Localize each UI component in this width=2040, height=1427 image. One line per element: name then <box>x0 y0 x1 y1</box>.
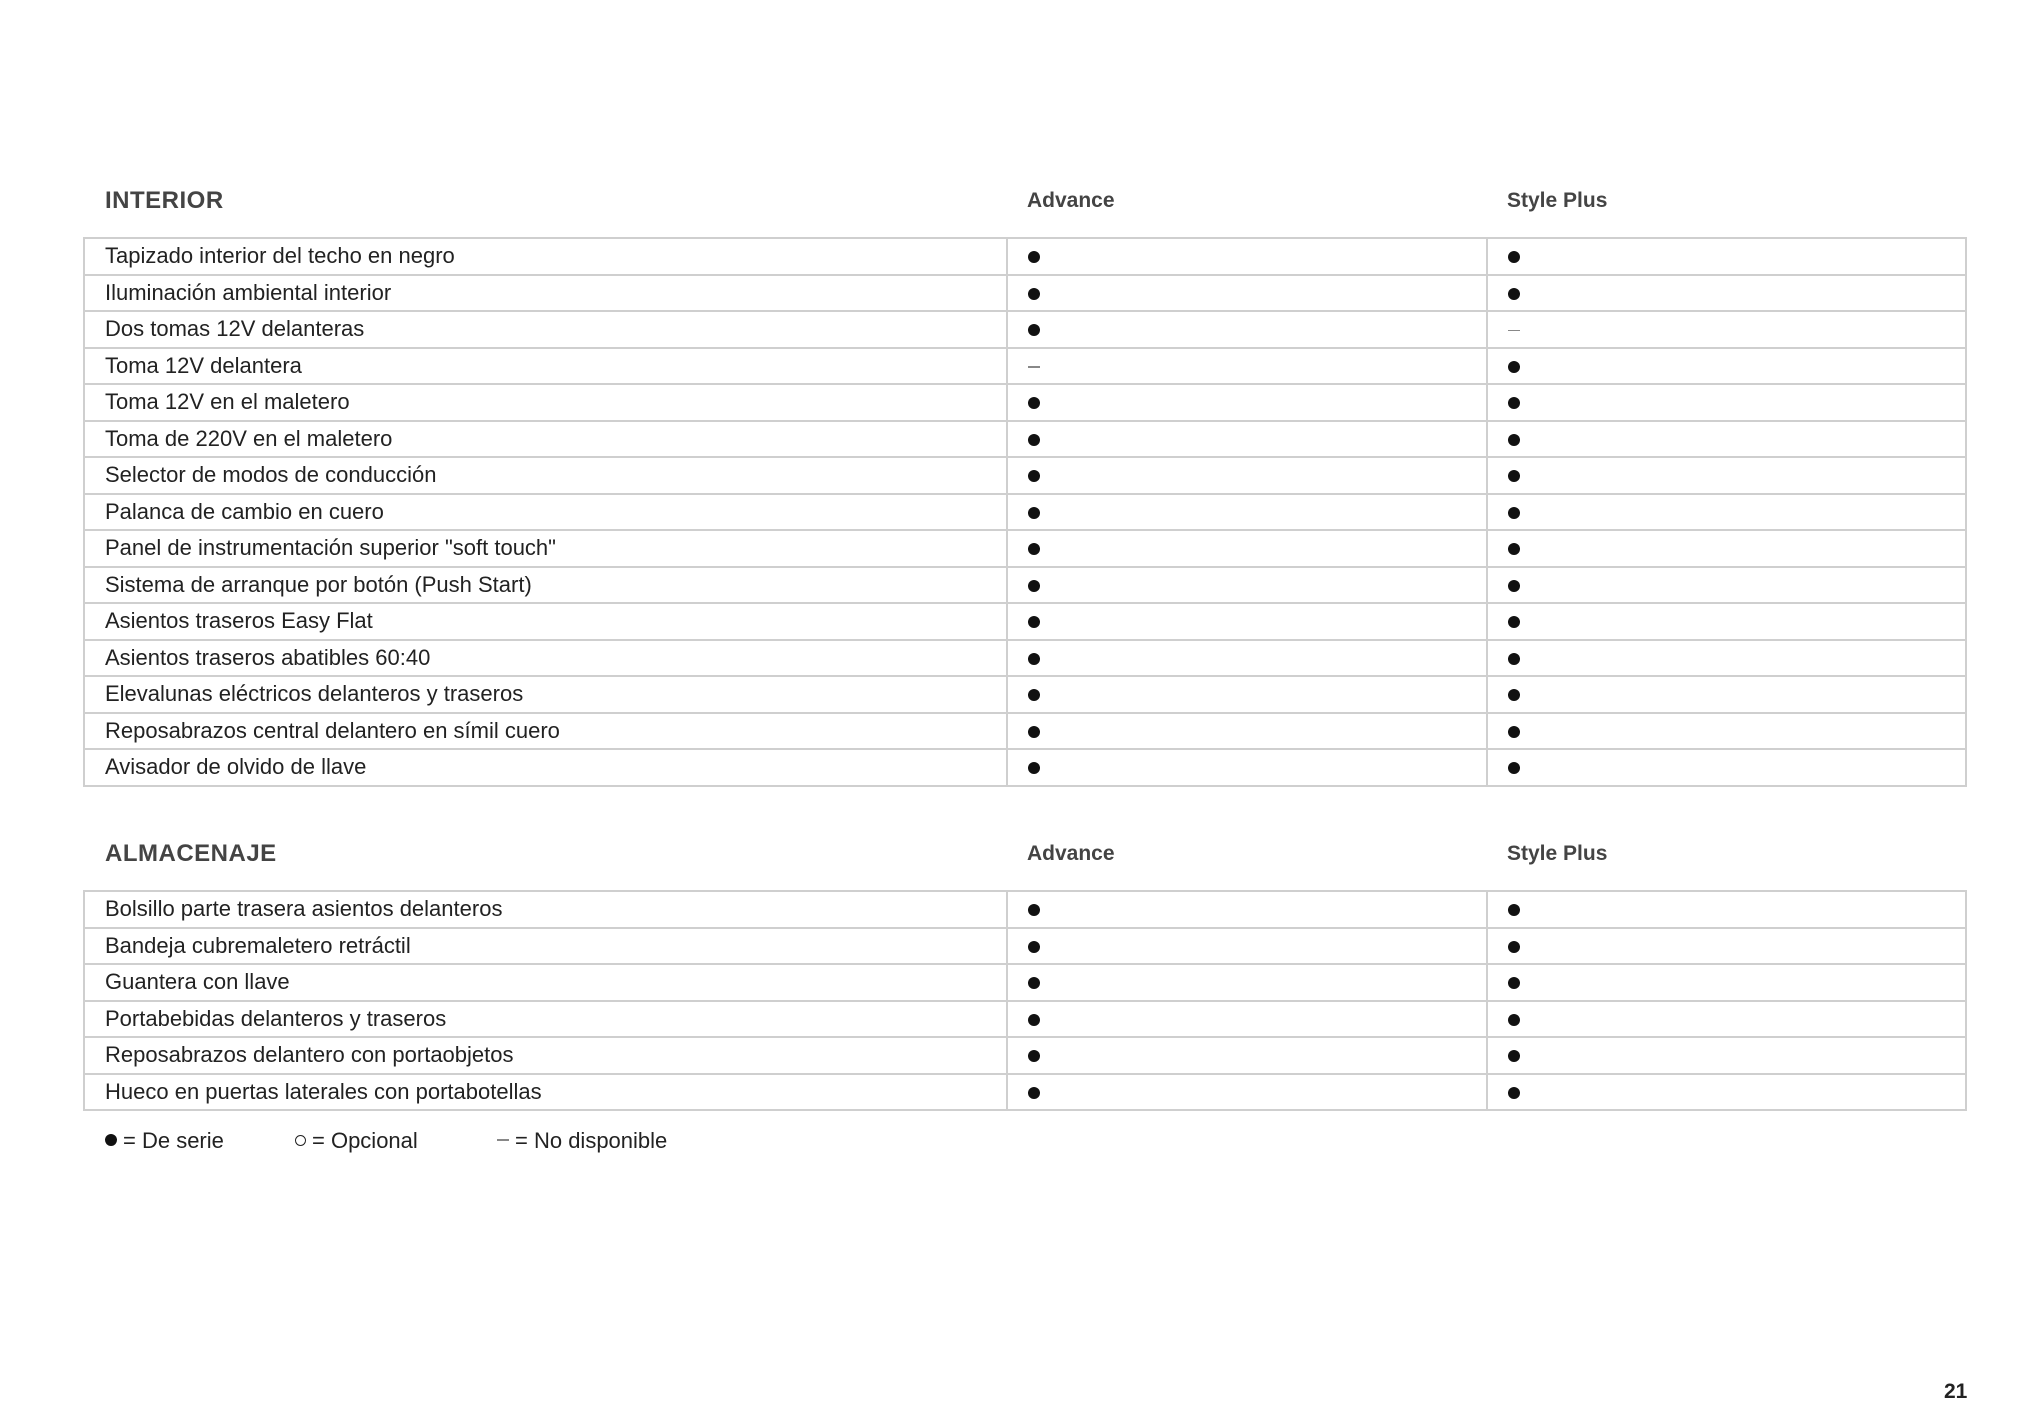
filled-dot-icon <box>1028 616 1040 628</box>
style-plus-availability <box>1487 311 1966 348</box>
table-row <box>84 713 1966 750</box>
table-row <box>84 311 1966 348</box>
feature-name: Asientos traseros abatibles 60:40 <box>84 640 1007 677</box>
style-plus-availability <box>1487 384 1966 421</box>
feature-name: Toma 12V en el maletero <box>84 384 1007 421</box>
feature-name: Toma 12V delantera <box>84 348 1007 385</box>
almacenaje-section <box>83 840 1967 1111</box>
advance-availability <box>1007 384 1486 421</box>
style-plus-availability <box>1487 891 1966 928</box>
table-body <box>84 891 1966 1110</box>
table-row <box>84 238 1966 275</box>
legend-optional <box>295 1128 418 1154</box>
legend-optional-label: = Opcional <box>312 1128 418 1153</box>
style-plus-availability <box>1487 640 1966 677</box>
advance-availability <box>1007 494 1486 531</box>
filled-dot-icon <box>1028 1014 1040 1026</box>
table-row <box>84 603 1966 640</box>
section-title: INTERIOR <box>105 187 224 214</box>
feature-name: Bolsillo parte trasera asientos delanteros <box>84 891 1007 928</box>
filled-dot-icon <box>1028 543 1040 555</box>
almacenaje-table <box>83 890 1967 1111</box>
legend-standard-label: = De serie <box>123 1128 224 1153</box>
filled-dot-icon <box>1508 1050 1520 1062</box>
style-plus-availability <box>1487 749 1966 786</box>
table-row <box>84 891 1966 928</box>
advance-availability <box>1007 530 1486 567</box>
filled-dot-icon <box>1508 543 1520 555</box>
filled-dot-icon <box>1508 507 1520 519</box>
dash-icon <box>497 1139 509 1141</box>
style-plus-availability <box>1487 1001 1966 1038</box>
column-header-advance: Advance <box>1027 189 1115 212</box>
table-row <box>84 1001 1966 1038</box>
table-row <box>84 348 1966 385</box>
style-plus-availability <box>1487 567 1966 604</box>
style-plus-availability <box>1487 348 1966 385</box>
advance-availability <box>1007 1001 1486 1038</box>
filled-dot-icon <box>105 1134 117 1146</box>
filled-dot-icon <box>1028 434 1040 446</box>
filled-dot-icon <box>1028 397 1040 409</box>
feature-name: Elevalunas eléctricos delanteros y traseros <box>84 676 1007 713</box>
filled-dot-icon <box>1508 726 1520 738</box>
table-row <box>84 494 1966 531</box>
style-plus-availability <box>1487 238 1966 275</box>
style-plus-availability <box>1487 676 1966 713</box>
table-row <box>84 384 1966 421</box>
filled-dot-icon <box>1508 361 1520 373</box>
table-row <box>84 275 1966 312</box>
filled-dot-icon <box>1508 580 1520 592</box>
advance-availability <box>1007 311 1486 348</box>
style-plus-availability <box>1487 494 1966 531</box>
advance-availability <box>1007 1074 1486 1111</box>
filled-dot-icon <box>1508 434 1520 446</box>
table-row <box>84 567 1966 604</box>
style-plus-availability <box>1487 530 1966 567</box>
legend-not-available <box>497 1128 667 1154</box>
advance-availability <box>1007 457 1486 494</box>
feature-name: Iluminación ambiental interior <box>84 275 1007 312</box>
filled-dot-icon <box>1028 762 1040 774</box>
feature-name: Sistema de arranque por botón (Push Start) <box>84 567 1007 604</box>
filled-dot-icon <box>1028 689 1040 701</box>
filled-dot-icon <box>1028 580 1040 592</box>
feature-name: Asientos traseros Easy Flat <box>84 603 1007 640</box>
style-plus-availability <box>1487 713 1966 750</box>
advance-availability <box>1007 713 1486 750</box>
advance-availability <box>1007 603 1486 640</box>
filled-dot-icon <box>1508 616 1520 628</box>
feature-name: Tapizado interior del techo en negro <box>84 238 1007 275</box>
style-plus-availability <box>1487 603 1966 640</box>
filled-dot-icon <box>1508 653 1520 665</box>
filled-dot-icon <box>1508 1014 1520 1026</box>
table-row <box>84 640 1966 677</box>
feature-name: Guantera con llave <box>84 964 1007 1001</box>
advance-availability <box>1007 749 1486 786</box>
filled-dot-icon <box>1028 726 1040 738</box>
filled-dot-icon <box>1028 1087 1040 1099</box>
advance-availability <box>1007 567 1486 604</box>
table-row <box>84 457 1966 494</box>
feature-name: Reposabrazos delantero con portaobjetos <box>84 1037 1007 1074</box>
filled-dot-icon <box>1028 653 1040 665</box>
advance-availability <box>1007 891 1486 928</box>
filled-dot-icon <box>1508 397 1520 409</box>
feature-name: Palanca de cambio en cuero <box>84 494 1007 531</box>
feature-name: Panel de instrumentación superior "soft touch" <box>84 530 1007 567</box>
filled-dot-icon <box>1508 288 1520 300</box>
hollow-circle-icon <box>295 1135 306 1146</box>
page-number: 21 <box>1944 1380 1968 1403</box>
filled-dot-icon <box>1508 977 1520 989</box>
filled-dot-icon <box>1508 251 1520 263</box>
section-title: ALMACENAJE <box>105 840 277 867</box>
table-row <box>84 964 1966 1001</box>
column-header-style-plus: Style Plus <box>1507 842 1608 865</box>
legend-not-available-label: = No disponible <box>515 1128 668 1153</box>
filled-dot-icon <box>1508 762 1520 774</box>
feature-name: Bandeja cubremaletero retráctil <box>84 928 1007 965</box>
advance-availability <box>1007 421 1486 458</box>
style-plus-availability <box>1487 275 1966 312</box>
filled-dot-icon <box>1028 470 1040 482</box>
style-plus-availability <box>1487 928 1966 965</box>
filled-dot-icon <box>1508 1087 1520 1099</box>
feature-name: Portabebidas delanteros y traseros <box>84 1001 1007 1038</box>
filled-dot-icon <box>1508 470 1520 482</box>
advance-availability <box>1007 964 1486 1001</box>
feature-name: Dos tomas 12V delanteras <box>84 311 1007 348</box>
style-plus-availability <box>1487 1074 1966 1111</box>
filled-dot-icon <box>1028 977 1040 989</box>
table-row <box>84 676 1966 713</box>
table-body <box>84 238 1966 786</box>
advance-availability <box>1007 676 1486 713</box>
style-plus-availability <box>1487 421 1966 458</box>
dash-icon <box>1508 330 1520 332</box>
interior-section <box>83 187 1967 787</box>
feature-name: Toma de 220V en el maletero <box>84 421 1007 458</box>
almacenaje-header <box>83 840 1967 880</box>
dash-icon <box>1028 366 1040 368</box>
filled-dot-icon <box>1028 324 1040 336</box>
filled-dot-icon <box>1508 904 1520 916</box>
advance-availability <box>1007 928 1486 965</box>
table-row <box>84 1074 1966 1111</box>
legend-standard <box>105 1128 224 1154</box>
filled-dot-icon <box>1508 941 1520 953</box>
filled-dot-icon <box>1028 904 1040 916</box>
table-row <box>84 530 1966 567</box>
table-row <box>84 749 1966 786</box>
feature-name: Hueco en puertas laterales con portabotellas <box>84 1074 1007 1111</box>
advance-availability <box>1007 348 1486 385</box>
feature-name: Avisador de olvido de llave <box>84 749 1007 786</box>
advance-availability <box>1007 640 1486 677</box>
column-header-style-plus: Style Plus <box>1507 189 1608 212</box>
style-plus-availability <box>1487 457 1966 494</box>
advance-availability <box>1007 1037 1486 1074</box>
advance-availability <box>1007 238 1486 275</box>
filled-dot-icon <box>1028 288 1040 300</box>
table-row <box>84 421 1966 458</box>
table-row <box>84 928 1966 965</box>
table-row <box>84 1037 1966 1074</box>
style-plus-availability <box>1487 1037 1966 1074</box>
feature-name: Reposabrazos central delantero en símil cuero <box>84 713 1007 750</box>
interior-table <box>83 237 1967 787</box>
interior-header <box>83 187 1967 227</box>
filled-dot-icon <box>1028 507 1040 519</box>
feature-name: Selector de modos de conducción <box>84 457 1007 494</box>
filled-dot-icon <box>1028 1050 1040 1062</box>
filled-dot-icon <box>1508 689 1520 701</box>
advance-availability <box>1007 275 1486 312</box>
style-plus-availability <box>1487 964 1966 1001</box>
filled-dot-icon <box>1028 941 1040 953</box>
filled-dot-icon <box>1028 251 1040 263</box>
column-header-advance: Advance <box>1027 842 1115 865</box>
